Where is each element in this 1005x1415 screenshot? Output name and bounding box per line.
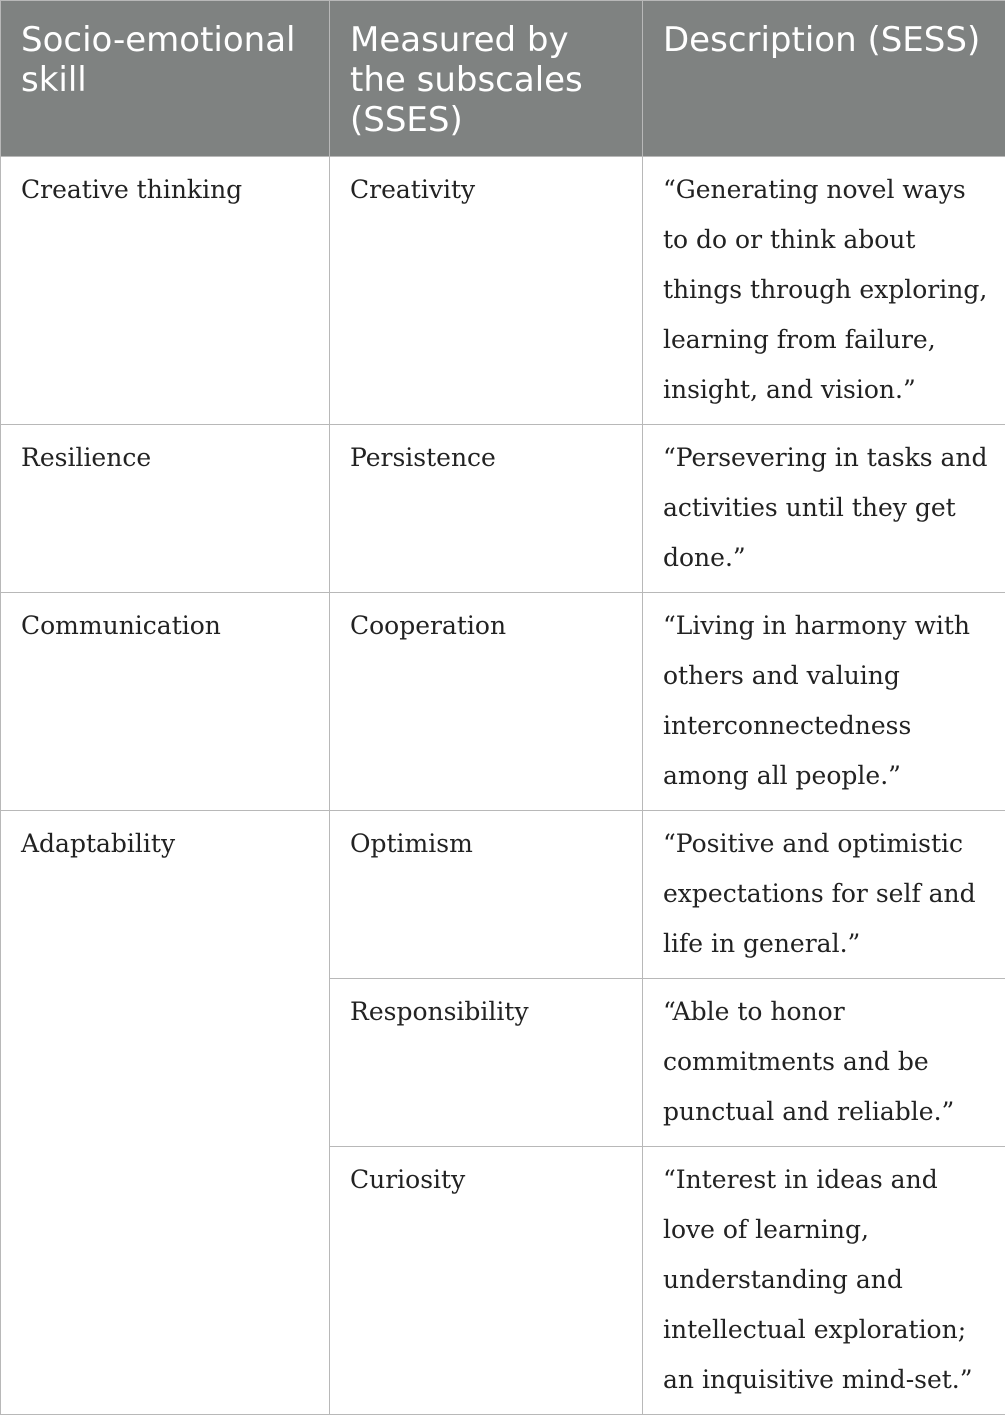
skill-cell: Communication bbox=[1, 593, 330, 811]
skill-cell: Resilience bbox=[1, 425, 330, 593]
header-skill: Socio-emotional skill bbox=[1, 1, 330, 157]
table-row bbox=[1, 593, 1005, 811]
description-cell: “Living in harmony with others and valuing interconnectedness among all people.” bbox=[643, 593, 1005, 811]
subscale-cell: Responsibility bbox=[330, 979, 643, 1147]
table-row bbox=[1, 157, 1005, 425]
description-cell: “Interest in ideas and love of learning, understanding and intellectual exploration; an inquisitive mind-set.” bbox=[643, 1147, 1005, 1415]
header-description: Description (SESS) bbox=[643, 1, 1005, 157]
table-header bbox=[1, 1, 1005, 157]
description-cell: “Persevering in tasks and activities until they get done.” bbox=[643, 425, 1005, 593]
header-subscale: Measured by the subscales (SSES) bbox=[330, 1, 643, 157]
subscale-cell: Curiosity bbox=[330, 1147, 643, 1415]
table-row bbox=[1, 811, 1005, 979]
table-row bbox=[1, 425, 1005, 593]
description-cell: “Able to honor commitments and be punctual and reliable.” bbox=[643, 979, 1005, 1147]
skill-cell: Creative thinking bbox=[1, 157, 330, 425]
header-row bbox=[1, 1, 1005, 157]
subscale-cell: Persistence bbox=[330, 425, 643, 593]
subscale-cell: Optimism bbox=[330, 811, 643, 979]
subscale-cell: Creativity bbox=[330, 157, 643, 425]
description-cell: “Generating novel ways to do or think about things through exploring, learning from failure, insight, and vision.” bbox=[643, 157, 1005, 425]
subscale-cell: Cooperation bbox=[330, 593, 643, 811]
table-body bbox=[1, 157, 1005, 1415]
description-cell: “Positive and optimistic expectations for self and life in general.” bbox=[643, 811, 1005, 979]
skill-cell: Adaptability bbox=[1, 811, 330, 1415]
